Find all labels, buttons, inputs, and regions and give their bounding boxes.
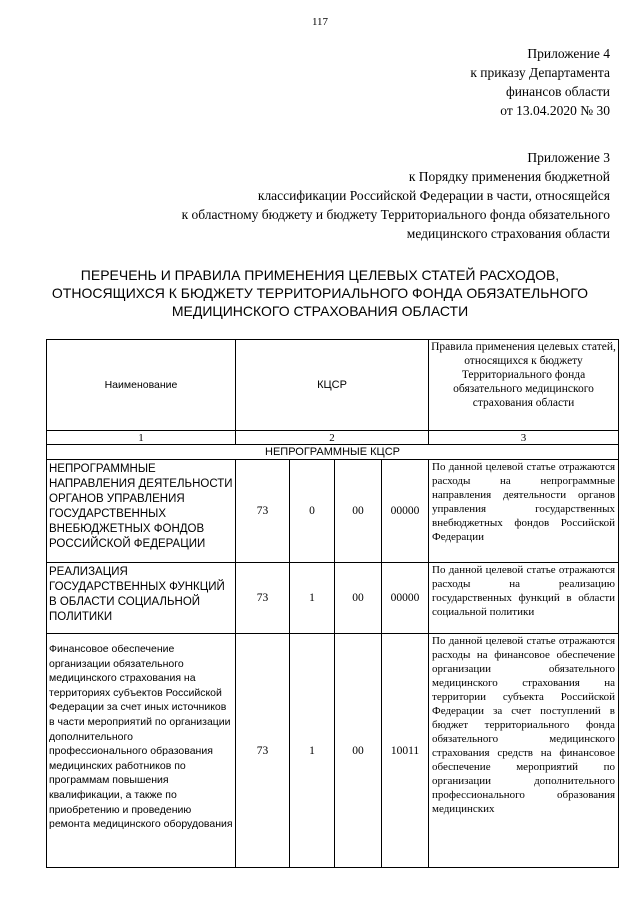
table-row	[47, 460, 619, 563]
table-row	[47, 563, 619, 634]
title-line: МЕДИЦИНСКОГО СТРАХОВАНИЯ ОБЛАСТИ	[171, 303, 469, 319]
document-title	[30, 266, 610, 320]
kcsr-code-part: 00000	[382, 460, 429, 563]
column-number: 1	[47, 431, 236, 445]
appendix-3-line: к областному бюджету и бюджету Территориального фонда обязательного	[181, 207, 610, 222]
appendix-4-line: финансов области	[505, 84, 610, 99]
kcsr-code-part: 10011	[382, 634, 429, 868]
kcsr-code-part: 1	[290, 563, 335, 634]
kcsr-code-part: 73	[236, 563, 290, 634]
row-name: РЕАЛИЗАЦИЯ ГОСУДАРСТВЕННЫХ ФУНКЦИЙ В ОБЛАСТИ СОЦИАЛЬНОЙ ПОЛИТИКИ	[47, 563, 236, 634]
appendix-4-line: от 13.04.2020 № 30	[500, 103, 610, 118]
row-rule: По данной целевой статье отражаются расходы на финансовое обеспечение организации обязательного медицинского страхования на территории субъекта Российской Федерации за счет поступлений в бюджет территориального фонда обязательного медицинского страхования средств на финансовое обеспечение мероприятий по организации дополнительного профессионального образования медицинских	[429, 634, 619, 868]
appendix-3-line: классификации Российской Федерации в части, относящейся	[257, 188, 610, 203]
appendix-3-line: Приложение 3	[527, 150, 610, 165]
kcsr-table	[46, 339, 619, 868]
table-row	[47, 634, 619, 868]
section-title: НЕПРОГРАММНЫЕ КЦСР	[47, 445, 619, 460]
row-rule: По данной целевой статье отражаются расходы на реализацию государственных функций в области социальной политики	[429, 563, 619, 634]
section-row	[47, 445, 619, 460]
header-kcsr: КЦСР	[236, 340, 429, 431]
kcsr-code-part: 73	[236, 460, 290, 563]
header-name: Наименование	[47, 340, 236, 431]
kcsr-code-part: 00	[335, 634, 382, 868]
row-rule: По данной целевой статье отражаются расходы на непрограммные направления деятельности органов управления государственных внебюджетных фондов Российской Федерации	[429, 460, 619, 563]
page-number: 117	[311, 16, 329, 28]
appendix-4-line: к приказу Департамента	[470, 65, 610, 80]
table-header-row	[47, 340, 619, 431]
column-number-row	[47, 431, 619, 445]
row-name: НЕПРОГРАММНЫЕ НАПРАВЛЕНИЯ ДЕЯТЕЛЬНОСТИ ОРГАНОВ УПРАВЛЕНИЯ ГОСУДАРСТВЕННЫХ ВНЕБЮДЖЕТНЫХ ФОНДОВ РОССИЙСКОЙ ФЕДЕРАЦИИ	[47, 460, 236, 563]
appendix-3-line: медицинского страхования области	[406, 226, 610, 241]
appendix-3-line: к Порядку применения бюджетной	[408, 169, 610, 184]
row-name: Финансовое обеспечение организации обязательного медицинского страхования на территориях субъектов Российской Федерации за счет иных источников в части мероприятий по организации дополнительного профессионального образования медицинских работников по программам повышения квалификации, а также по приобретению и проведению ремонта медицинского оборудования	[47, 634, 236, 868]
column-number: 3	[429, 431, 619, 445]
title-line: ОТНОСЯЩИХСЯ К БЮДЖЕТУ ТЕРРИТОРИАЛЬНОГО ФОНДА ОБЯЗАТЕЛЬНОГО	[51, 285, 589, 301]
kcsr-code-part: 00	[335, 460, 382, 563]
kcsr-code-part: 00000	[382, 563, 429, 634]
kcsr-code-part: 73	[236, 634, 290, 868]
column-number: 2	[236, 431, 429, 445]
title-line: ПЕРЕЧЕНЬ И ПРАВИЛА ПРИМЕНЕНИЯ ЦЕЛЕВЫХ СТАТЕЙ РАСХОДОВ,	[80, 267, 560, 283]
kcsr-code-part: 1	[290, 634, 335, 868]
appendix-3-note	[182, 148, 610, 243]
appendix-4-line: Приложение 4	[527, 46, 610, 61]
appendix-4-note	[470, 44, 610, 120]
header-rules: Правила применения целевых статей, относящихся к бюджету Территориального фонда обязательного медицинского страхования области	[429, 340, 619, 431]
kcsr-code-part: 00	[335, 563, 382, 634]
kcsr-code-part: 0	[290, 460, 335, 563]
